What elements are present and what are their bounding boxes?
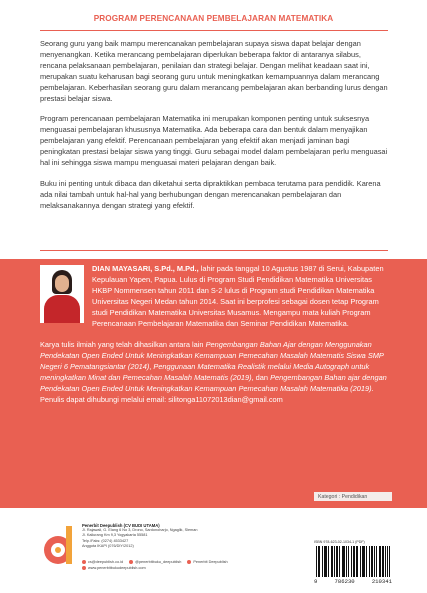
author-name: DIAN MAYASARI, S.Pd., M.Pd., [92,264,199,273]
isbn-text: ISBN 978-623-02-1034-1 (PDF) [314,540,365,544]
category-label: Kategori : Pendidikan [314,491,392,501]
publisher-member: Anggota IKAPI (076/DIY/2012) [82,543,134,548]
publisher-socials [82,560,282,570]
publisher-footer [0,508,427,593]
isbn-barcode [314,540,392,588]
paragraph-3: Buku ini penting untuk dibaca dan diketahui serta dipraktikkan pembaca terutama para pendidik. Karena ada nilai tambah untuk hal-hal yang berhubungan dengan merencanakan pembelajaran dan melaksanakannya dengan strategi yang efektif. [40,178,381,210]
work-3: Pengembangan Bahan ajar dengan Pendekatan Open Ended Untuk Meningkatkan Kemampuan Pemecahan Masalah Matematika (2019) [40,373,387,393]
paragraph-2: Program perencanaan pembelajaran Matematika ini merupakan komponen penting untuk suksesnya menguasai pembelajaran khususnya Matematika. Ada beberapa cara dan bentuk dalam menyajikan pembelajaran yang efektif. Perencanaan pembelajaran yang efektif akan menjadi jaminan bagi peningkatan prestasi belajar siswa yang tinggi. Guru sebagai model dalam pembelajaran perlu menguasai hal ini sehingga siswa mampu menguasai materi pelajaran dengan baik. [40,114,388,168]
social-email[interactable]: cs@deepublish.co.id [82,560,123,564]
contact-intro: Penulis dapat dihubungi melalui email: [40,395,167,404]
deepublish-logo-icon [42,522,78,570]
social-website[interactable]: www.penerbitbukudeepublish.com [82,566,146,570]
work-1: Pengembangan Bahan Ajar dengan Menggunakan Pendekatan Open Ended Untuk Meningkatkan Kemampuan Pemecahan Masalah Matematis Siswa SMP Negeri 6 Pematangsiantar (2014) [40,340,384,371]
globe-icon [82,566,86,570]
panel-divider [40,250,388,251]
publisher-phone: Telp./Faks: (0274) 4533427 [82,538,129,543]
author-bio [40,263,388,329]
book-title: PROGRAM PERENCANAAN PEMBELAJARAN MATEMATIKA [93,14,334,23]
instagram-icon [129,560,133,564]
publisher-name: Penerbit Deepublish (CV BUDI UTAMA) [82,523,160,528]
barcode-digits: 9 786230 210341 [314,578,392,585]
publisher-address-2: Jl. Kaliurang Km 9,3 Yogyakarta 55581 [82,533,148,538]
author-works: Karya tulis ilmiah yang telah dihasilkan antara lain Pengembangan Bahan Ajar dengan Menggunakan Pendekatan Open Ended Untuk Meningkatkan Kemampuan Pemecahan Masalah Matematis Siswa SMP Negeri 6 Pematangsiantar (2014), Penggunaan Matematika Realistik melalui Media Autograph untuk meningkatkan Minat dan Pemecahan Masalah Matematis (2019), dan Pengembangan Bahan ajar dengan Pendekatan Open Ended Untuk Meningkatkan Kemampuan Pemecahan Masalah Matematika (2019). Penulis dapat dihubungi melalui email: silitonga11072013dian@gmail.com [40,340,387,404]
description-text [40,39,388,222]
author-email[interactable]: silitonga11072013dian@gmail.com [168,395,283,404]
barcode-icon [316,546,390,577]
paragraph-1: Seorang guru yang baik mampu merencanakan pembelajaran supaya siswa dapat belajar dengan menyenangkan. Ketika merancang pembelajaran diperlukan beberapa faktor di antaranya silabus, rencana pelaksanaan pembelajaran, penilaian dan strategi belajar. Dengan melihat keadaan saat ini, merupakan suatu keharusan bagi seorang guru untuk meningkatkan kemampuannya dalam merancang pembelajaran. Keberhasilan seorang guru dalam merancang pembelajaran akan berbanding lurus dengan prestasi belajar siswa. [40,39,388,103]
description-panel [0,0,427,259]
author-photo [40,265,84,323]
publisher-address-1: Jl. Rajawali, G. Elang 6 No 3, Drono, Sardonoharjo, Ngaglik, Sleman [82,528,198,533]
title-divider [40,30,388,31]
email-icon [82,560,86,564]
social-instagram[interactable]: @penerbitbuku_deepublish [129,560,181,564]
work-2: Penggunaan Matematika Realistik melalui Media Autograph untuk meningkatkan Minat dan Pemecahan Masalah Matematis (2019) [40,362,370,382]
facebook-icon [187,560,191,564]
publisher-info [82,523,232,549]
social-facebook[interactable]: Penerbit Deepublish [187,560,227,564]
author-section [40,263,388,415]
author-bio-text: lahir pada tanggal 10 Agustus 1987 di Serui, Kabupaten Kepulauan Yapen, Papua. Lulus di Program Studi Pendidikan Matematika Universitas HKBP Nommensen tahun 2011 dan S-2 lulus di Program studi Pendidikan Matematika Universitas Negeri Medan tahun 2014. Saat ini berprofesi sebagai dosen tetap Program studi Pendidikan Matematika Universitas Musamus. Mengampu mata kuliah Program Perencanaan Pembelajaran Matematika dan Seminar Pendidikan Matematika. [92,264,384,328]
